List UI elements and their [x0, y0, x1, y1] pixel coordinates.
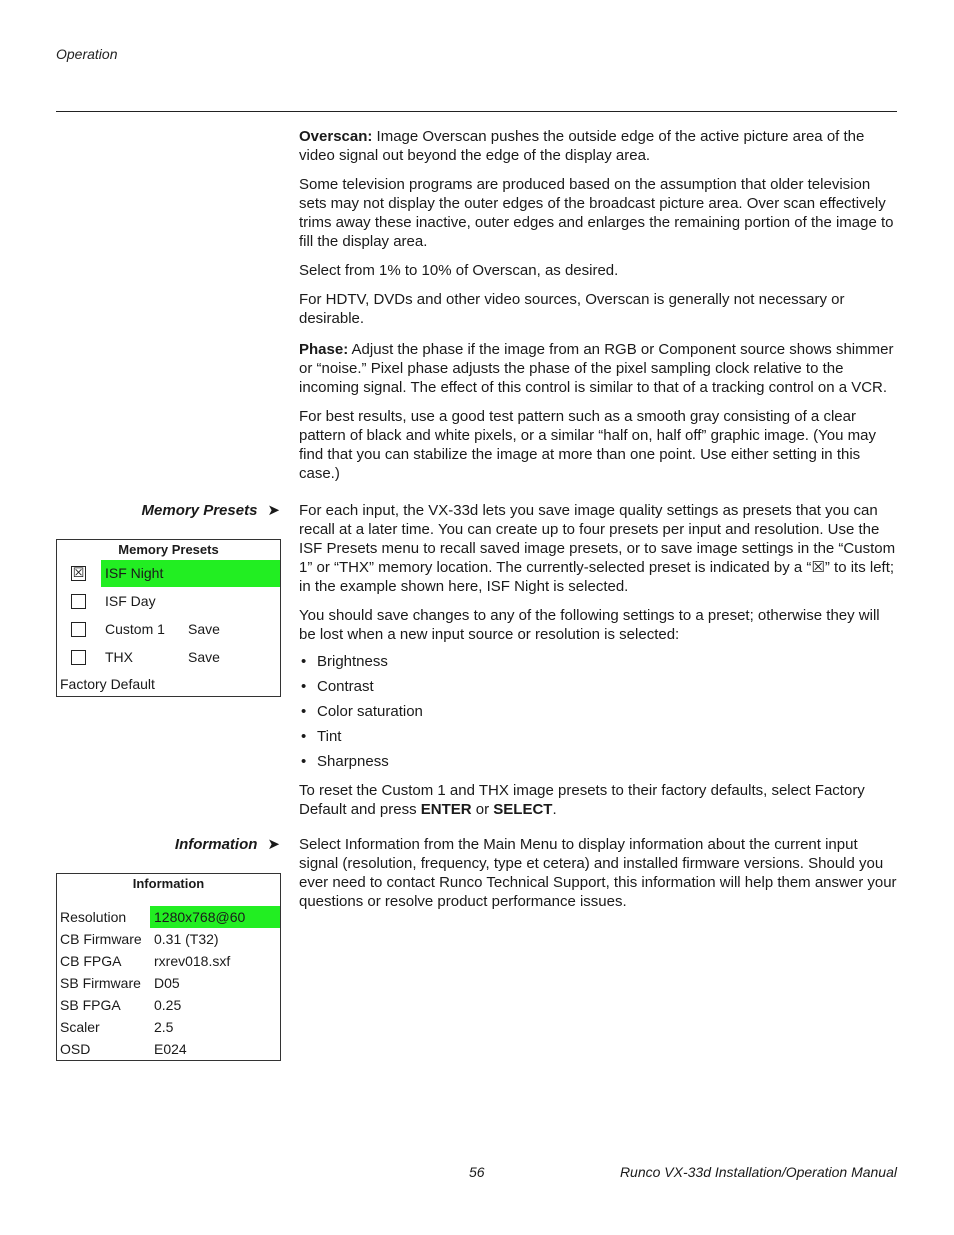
period-text: .: [552, 801, 557, 818]
empty-box-icon: [71, 650, 86, 665]
information-heading-text: Information: [174, 836, 258, 853]
info-row: [57, 928, 280, 950]
information-paragraph: Select Information from the Main Menu to display information about the current input signal (resolution, frequency, type et cetera) and installed firmware versions. Should you ever need to contact Runco Technical Support, this information will help them answer your questions or resolve product performance issues.: [299, 836, 897, 910]
preset-row-custom-1[interactable]: [57, 616, 280, 644]
phase-text-1: Adjust the phase if the image from an RGB or Component source shows shimmer or “noise.” Pixel phase adjusts the phase of the pixel sampling clock relative to the incoming signal. The effect of this control is similar to that of a tracking control on a VCR.: [299, 341, 894, 396]
list-item: • Color saturation: [299, 702, 897, 721]
running-header: Operation: [56, 46, 118, 62]
info-key: Scaler: [60, 1019, 100, 1035]
memory-presets-menu: [56, 539, 281, 697]
preset-label: Custom 1: [105, 621, 165, 637]
save-button[interactable]: Save: [188, 649, 220, 665]
overscan-paragraph-3: Select from 1% to 10% of Overscan, as desired.: [299, 262, 619, 279]
overscan-phase-section: [299, 127, 897, 493]
empty-box-icon: [71, 622, 86, 637]
info-key: OSD: [60, 1041, 91, 1057]
overscan-paragraph-2: Some television programs are produced based on the assumption that older television sets may not display the outer edges of the broadcast picture area. Over scan effectively trims away these inactive, outer edges and enlarges the remaining portion of the image to fill the display area.: [299, 176, 894, 250]
overscan-term: Overscan:: [299, 128, 373, 145]
memory-presets-heading: [56, 501, 280, 519]
memory-presets-paragraph-1: [299, 501, 897, 596]
phase-paragraph-1: [299, 340, 897, 397]
checked-box-icon: ☒: [811, 559, 825, 576]
checked-box-icon: ☒: [72, 565, 85, 580]
info-value: 0.25: [154, 997, 182, 1013]
info-row: [57, 994, 280, 1016]
enter-key-label: ENTER: [420, 801, 472, 818]
info-row: [57, 972, 280, 994]
info-value: 0.31 (T32): [154, 931, 219, 947]
list-item: • Tint: [299, 727, 897, 746]
preset-row-isf-night[interactable]: [57, 560, 280, 588]
info-key: Resolution: [60, 909, 127, 925]
overscan-paragraph-1: [299, 127, 897, 165]
preset-label: ISF Night: [101, 560, 280, 587]
phase-term: Phase:: [299, 341, 349, 358]
arrow-right-icon: ➤: [267, 502, 280, 519]
info-key: CB Firmware: [60, 931, 142, 947]
information-heading: [56, 835, 280, 853]
save-button[interactable]: Save: [188, 621, 220, 637]
arrow-right-icon: ➤: [267, 836, 280, 853]
preset-row-isf-day[interactable]: [57, 588, 280, 616]
settings-list: [299, 652, 897, 771]
memory-presets-text-a: For each input, the VX-33d lets you save image quality settings as presets that you can recall at a later time. You can create up to four presets per input and resolution. Use the ISF Presets menu to recall saved image presets, or to save image settings in the “Custom 1” or “THX” memory location. The currently-selected preset is indicated by a “: [299, 502, 896, 576]
info-key: SB FPGA: [60, 997, 121, 1013]
header-divider: [56, 111, 897, 112]
list-item: • Sharpness: [299, 752, 897, 771]
list-item: • Brightness: [299, 652, 897, 671]
info-value: 1280x768@60: [150, 906, 280, 928]
phase-paragraph-2: For best results, use a good test pattern such as a smooth gray consisting of a clear pattern of black and white pixels, or a similar “half on, half off” graphic image. (You may find that you can stabilize the image at more than one point. Use either setting in this case.): [299, 408, 876, 482]
manual-title: Runco VX-33d Installation/Operation Manual: [619, 1164, 897, 1180]
info-value: rxrev018.sxf: [154, 953, 231, 969]
preset-row-thx[interactable]: [57, 644, 280, 672]
info-value: E024: [154, 1041, 187, 1057]
memory-presets-paragraph-2: You should save changes to any of the following settings to a preset; otherwise they will be lost when a new input source or resolution is selected:: [299, 607, 880, 643]
menu-title: Information: [132, 876, 205, 891]
info-row: [57, 906, 280, 928]
select-key-label: SELECT: [493, 801, 553, 818]
info-row: [57, 1016, 280, 1038]
page-number: 56: [469, 1164, 485, 1180]
factory-default-item[interactable]: Factory Default: [60, 676, 155, 692]
preset-label: ISF Day: [105, 593, 156, 609]
list-item: • Contrast: [299, 677, 897, 696]
memory-presets-section: [299, 501, 897, 829]
empty-box-icon: [71, 594, 86, 609]
reset-text: To reset the Custom 1 and THX image presets to their factory defaults, select Factory Default and press: [299, 782, 865, 818]
memory-presets-text-b: ” to its left; in the example shown here, ISF Night is selected.: [299, 559, 895, 595]
info-value: 2.5: [154, 1019, 174, 1035]
info-row: [57, 1038, 280, 1060]
info-value: D05: [154, 975, 180, 991]
preset-label: THX: [105, 649, 133, 665]
memory-presets-paragraph-3: [299, 781, 897, 819]
overscan-paragraph-4: For HDTV, DVDs and other video sources, Overscan is generally not necessary or desirable.: [299, 291, 845, 327]
information-section: [299, 835, 897, 921]
overscan-text-1: Image Overscan pushes the outside edge of the active picture area of the video signal out beyond the edge of the display area.: [299, 128, 865, 164]
info-row: [57, 950, 280, 972]
information-menu: [56, 873, 281, 1061]
menu-title: Memory Presets: [118, 542, 219, 557]
info-key: CB FPGA: [60, 953, 122, 969]
info-key: SB Firmware: [60, 975, 141, 991]
or-text: or: [471, 801, 494, 818]
memory-presets-heading-text: Memory Presets: [141, 502, 258, 519]
